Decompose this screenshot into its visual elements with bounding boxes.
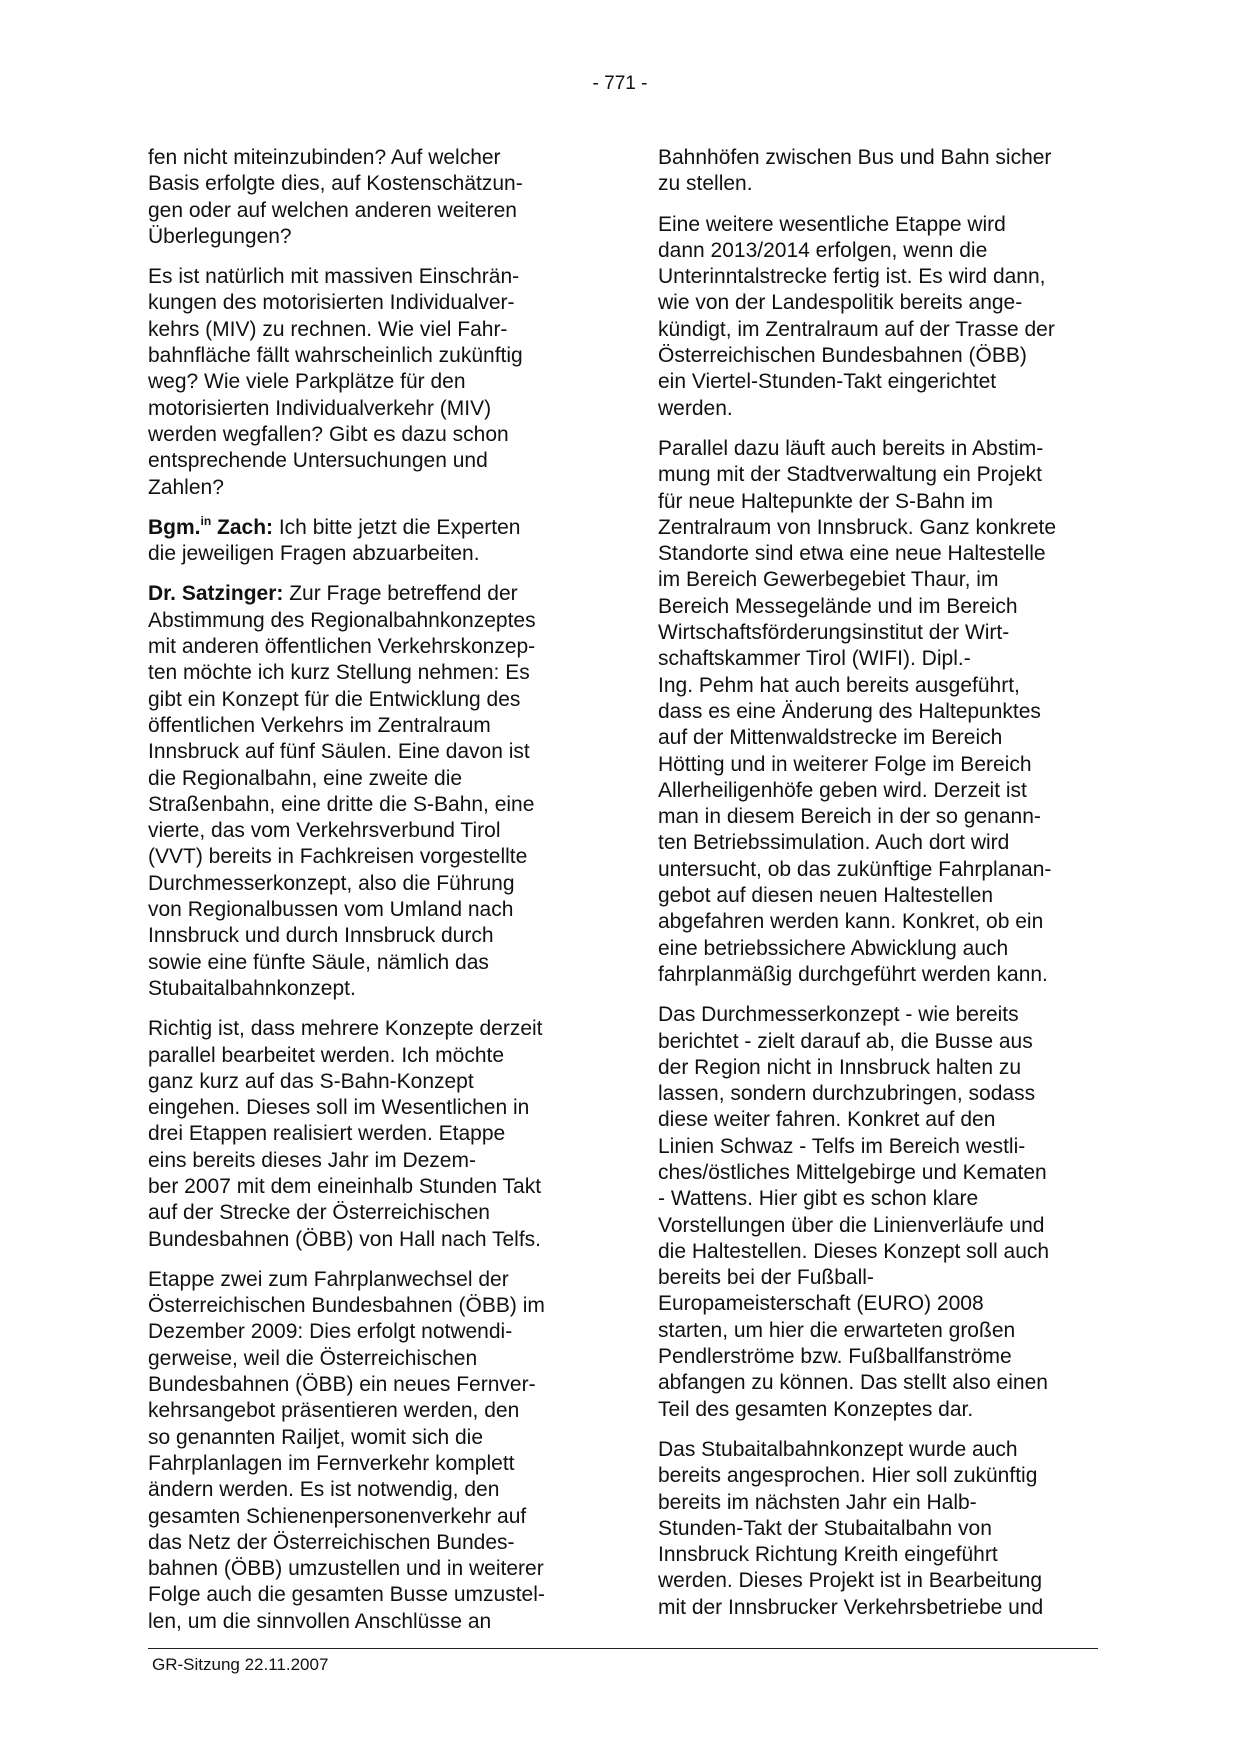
text-line: eins bereits dieses Jahr im Dezem- bbox=[148, 1148, 476, 1172]
paragraph bbox=[658, 436, 1098, 988]
text-line: Überlegungen? bbox=[148, 224, 292, 248]
speaker-superscript: in bbox=[200, 513, 212, 528]
text-line: Das Stubaitalbahnkonzept wurde auch bbox=[658, 1437, 1018, 1461]
text-line: Bahnhöfen zwischen Bus und Bahn sicher bbox=[658, 146, 1052, 169]
text-line: Vorstellungen über die Linienverläufe und bbox=[658, 1213, 1045, 1237]
text-line: bereits bei der Fußball- bbox=[658, 1266, 874, 1290]
text-line: gibt ein Konzept für die Entwicklung des bbox=[148, 687, 521, 711]
text-line: wie von der Landespolitik bereits ange- bbox=[658, 291, 1023, 315]
text-line: Folge auch die gesamten Busse umzustel- bbox=[148, 1583, 545, 1607]
text-line: Österreichischen Bundesbahnen (ÖBB) im bbox=[148, 1294, 545, 1318]
text-line: Es ist natürlich mit massiven Einschrän- bbox=[148, 265, 520, 289]
text-line: kehrs (MIV) zu rechnen. Wie viel Fahr- bbox=[148, 317, 508, 341]
text-line: im Bereich Gewerbegebiet Thaur, im bbox=[658, 568, 999, 592]
text-line: auf der Strecke der Österreichischen bbox=[148, 1201, 490, 1225]
text-line: diese weiter fahren. Konkret auf den bbox=[658, 1108, 996, 1132]
text-line: werden. bbox=[658, 396, 733, 420]
text-line: weg? Wie viele Parkplätze für den bbox=[148, 370, 466, 394]
text-line: Etappe zwei zum Fahrplanwechsel der bbox=[148, 1267, 509, 1291]
text-line: so genannten Railjet, womit sich die bbox=[148, 1425, 484, 1449]
text-line: abfangen zu können. Das stellt also einen bbox=[658, 1371, 1048, 1395]
text-line: Hötting und in weiterer Folge im Bereich bbox=[658, 752, 1032, 776]
footer-divider bbox=[148, 1648, 1098, 1649]
text-line: bahnen (ÖBB) umzustellen und in weiterer bbox=[148, 1557, 544, 1581]
text-line: werden. Dieses Projekt ist in Bearbeitung bbox=[658, 1569, 1043, 1593]
text-line: gebot auf diesen neuen Haltestellen bbox=[658, 884, 994, 908]
text-line: von Regionalbussen vom Umland nach bbox=[148, 898, 514, 922]
speaker-name bbox=[148, 582, 283, 605]
text-line: mit anderen öffentlichen Verkehrskonzep- bbox=[148, 635, 536, 659]
speaker-surname: Zach: bbox=[211, 515, 274, 539]
text-line: öffentlichen Verkehrs im Zentralraum bbox=[148, 713, 491, 737]
text-line: Unterinntalstrecke fertig ist. Es wird dann, bbox=[658, 265, 1046, 289]
text-line: ändern werden. Es ist notwendig, den bbox=[148, 1478, 500, 1502]
speaker-name bbox=[148, 513, 274, 539]
text-line: die Regionalbahn, eine zweite die bbox=[148, 766, 463, 790]
text-line: mung mit der Stadtverwaltung ein Projekt bbox=[658, 463, 1043, 487]
paragraph bbox=[658, 145, 1098, 198]
text-line: die jeweiligen Fragen abzuarbeiten. bbox=[148, 542, 480, 566]
text-line: Innsbruck und durch Innsbruck durch bbox=[148, 924, 494, 948]
right-column bbox=[658, 145, 1098, 1621]
text-line: Innsbruck auf fünf Säulen. Eine davon ist bbox=[148, 740, 530, 764]
text-line: eine betriebssichere Abwicklung auch bbox=[658, 936, 1009, 960]
text-line: fen nicht miteinzubinden? Auf welcher bbox=[148, 146, 501, 169]
text-line: der Region nicht in Innsbruck halten zu bbox=[658, 1055, 1022, 1079]
text-line: sowie eine fünfte Säule, nämlich das bbox=[148, 950, 489, 974]
footer-session-date: GR-Sitzung 22.11.2007 bbox=[152, 1655, 329, 1674]
paragraph bbox=[148, 515, 588, 568]
text-line: kehrsangebot präsentieren werden, den bbox=[148, 1399, 520, 1423]
left-column bbox=[148, 145, 588, 1635]
text-line: ganz kurz auf das S-Bahn-Konzept bbox=[148, 1069, 474, 1093]
text-line: bahnfläche fällt wahrscheinlich zukünftig bbox=[148, 344, 523, 368]
text-line: Europameisterschaft (EURO) 2008 bbox=[658, 1292, 984, 1316]
text-line: fahrplanmäßig durchgeführt werden kann. bbox=[658, 962, 1048, 986]
text-line: kündigt, im Zentralraum auf der Trasse der bbox=[658, 317, 1055, 341]
text-line: berichtet - zielt darauf ab, die Busse aus bbox=[658, 1029, 1033, 1053]
text-line: ber 2007 mit dem eineinhalb Stunden Takt bbox=[148, 1174, 542, 1198]
text-line: Bundesbahnen (ÖBB) von Hall nach Telfs. bbox=[148, 1227, 542, 1251]
paragraph bbox=[148, 145, 588, 250]
paragraph bbox=[658, 1002, 1098, 1423]
text-line bbox=[148, 515, 588, 541]
text-line: untersucht, ob das zukünftige Fahrplanan- bbox=[658, 857, 1052, 881]
text-line: Innsbruck Richtung Kreith eingeführt bbox=[658, 1543, 998, 1567]
text-line: entsprechende Untersuchungen und bbox=[148, 449, 488, 473]
text-line: len, um die sinnvollen Anschlüsse an bbox=[148, 1609, 492, 1633]
speaker-prefix: Bgm. bbox=[148, 515, 201, 539]
paragraph bbox=[148, 1016, 588, 1253]
text-line: dann 2013/2014 erfolgen, wenn die bbox=[658, 238, 988, 262]
text-line: die Haltestellen. Dieses Konzept soll auch bbox=[658, 1239, 1050, 1263]
text-line: bereits im nächsten Jahr ein Halb- bbox=[658, 1490, 977, 1514]
text-line: Ing. Pehm hat auch bereits ausgeführt, bbox=[658, 673, 1020, 697]
text-line: Eine weitere wesentliche Etappe wird bbox=[658, 212, 1006, 236]
speaker-text: Ich bitte jetzt die Experten bbox=[273, 515, 521, 539]
text-line: ten Betriebssimulation. Auch dort wird bbox=[658, 831, 1010, 855]
text-line: gesamten Schienenpersonenverkehr auf bbox=[148, 1504, 527, 1528]
text-line: Parallel dazu läuft auch bereits in Abstim- bbox=[658, 436, 1044, 460]
text-line: Abstimmung des Regionalbahnkonzeptes bbox=[148, 608, 536, 632]
text-line: schaftskammer Tirol (WIFI). Dipl.- bbox=[658, 647, 971, 671]
text-line: Basis erfolgte dies, auf Kostenschätzun- bbox=[148, 172, 523, 196]
text-line: Fahrplanlagen im Fernverkehr komplett bbox=[148, 1451, 515, 1475]
text-line: lassen, sondern durchzubringen, sodass bbox=[658, 1082, 1036, 1106]
text-line: bereits angesprochen. Hier soll zukünftig bbox=[658, 1464, 1038, 1488]
speaker-prefix: Dr. Satzinger: bbox=[148, 582, 284, 606]
text-line: für neue Haltepunkte der S-Bahn im bbox=[658, 489, 994, 513]
text-line: Allerheiligenhöfe geben wird. Derzeit ist bbox=[658, 778, 1027, 802]
paragraph bbox=[658, 212, 1098, 422]
text-line: Straßenbahn, eine dritte die S-Bahn, eine bbox=[148, 792, 535, 816]
speaker-text: Zur Frage betreffend der bbox=[283, 582, 518, 606]
text-line: dass es eine Änderung des Haltepunktes bbox=[658, 699, 1041, 723]
text-line: (VVT) bereits in Fachkreisen vorgestellte bbox=[148, 845, 528, 869]
text-line: starten, um hier die erwarteten großen bbox=[658, 1318, 1016, 1342]
text-line: ches/östliches Mittelgebirge und Kematen bbox=[658, 1160, 1047, 1184]
text-line: gen oder auf welchen anderen weiteren bbox=[148, 198, 517, 222]
text-line: Bereich Messegelände und im Bereich bbox=[658, 594, 1018, 618]
text-line: - Wattens. Hier gibt es schon klare bbox=[658, 1187, 979, 1211]
paragraph bbox=[148, 581, 588, 1002]
paragraph bbox=[148, 264, 588, 501]
text-line: Das Durchmesserkonzept - wie bereits bbox=[658, 1003, 1019, 1027]
text-line: Linien Schwaz - Telfs im Bereich westli- bbox=[658, 1134, 1026, 1158]
text-line: Teil des gesamten Konzeptes dar. bbox=[658, 1397, 974, 1421]
text-line bbox=[148, 581, 588, 607]
text-line: Standorte sind etwa eine neue Haltestelle bbox=[658, 542, 1046, 566]
text-line: auf der Mittenwaldstrecke im Bereich bbox=[658, 726, 1003, 750]
text-line: kungen des motorisierten Individualver- bbox=[148, 291, 515, 315]
text-line: Bundesbahnen (ÖBB) ein neues Fernver- bbox=[148, 1373, 536, 1397]
page-number: - 771 - bbox=[592, 73, 648, 94]
text-line: vierte, das vom Verkehrsverbund Tirol bbox=[148, 819, 501, 843]
text-line: werden wegfallen? Gibt es dazu schon bbox=[148, 422, 509, 446]
text-line: man in diesem Bereich in der so genann- bbox=[658, 805, 1041, 829]
text-line: gerweise, weil die Österreichischen bbox=[148, 1346, 478, 1370]
text-line: Pendlerströme bzw. Fußballfanströme bbox=[658, 1345, 1012, 1369]
text-line: abgefahren werden kann. Konkret, ob ein bbox=[658, 910, 1044, 934]
text-line: Zentralraum von Innsbruck. Ganz konkrete bbox=[658, 515, 1057, 539]
text-line: parallel bearbeitet werden. Ich möchte bbox=[148, 1043, 505, 1067]
text-line: Österreichischen Bundesbahnen (ÖBB) bbox=[658, 344, 1027, 368]
text-line: Durchmesserkonzept, also die Führung bbox=[148, 871, 515, 895]
text-line: zu stellen. bbox=[658, 172, 753, 196]
text-line: Stunden-Takt der Stubaitalbahn von bbox=[658, 1516, 992, 1540]
text-line: Stubaitalbahnkonzept. bbox=[148, 976, 356, 1000]
text-line: drei Etappen realisiert werden. Etappe bbox=[148, 1122, 506, 1146]
text-line: ein Viertel-Stunden-Takt eingerichtet bbox=[658, 370, 997, 394]
text-line: Dezember 2009: Dies erfolgt notwendi- bbox=[148, 1320, 513, 1344]
text-line: motorisierten Individualverkehr (MIV) bbox=[148, 396, 492, 420]
paragraph bbox=[658, 1437, 1098, 1621]
text-line: ten möchte ich kurz Stellung nehmen: Es bbox=[148, 661, 530, 685]
paragraph bbox=[148, 1267, 588, 1635]
text-line: Wirtschaftsförderungsinstitut der Wirt- bbox=[658, 621, 1010, 645]
text-line: eingehen. Dieses soll im Wesentlichen in bbox=[148, 1096, 530, 1120]
text-line: Richtig ist, dass mehrere Konzepte derzeit bbox=[148, 1017, 543, 1041]
text-line: das Netz der Österreichischen Bundes- bbox=[148, 1530, 515, 1554]
text-line: Zahlen? bbox=[148, 475, 224, 499]
text-line: mit der Innsbrucker Verkehrsbetriebe und bbox=[658, 1595, 1044, 1619]
